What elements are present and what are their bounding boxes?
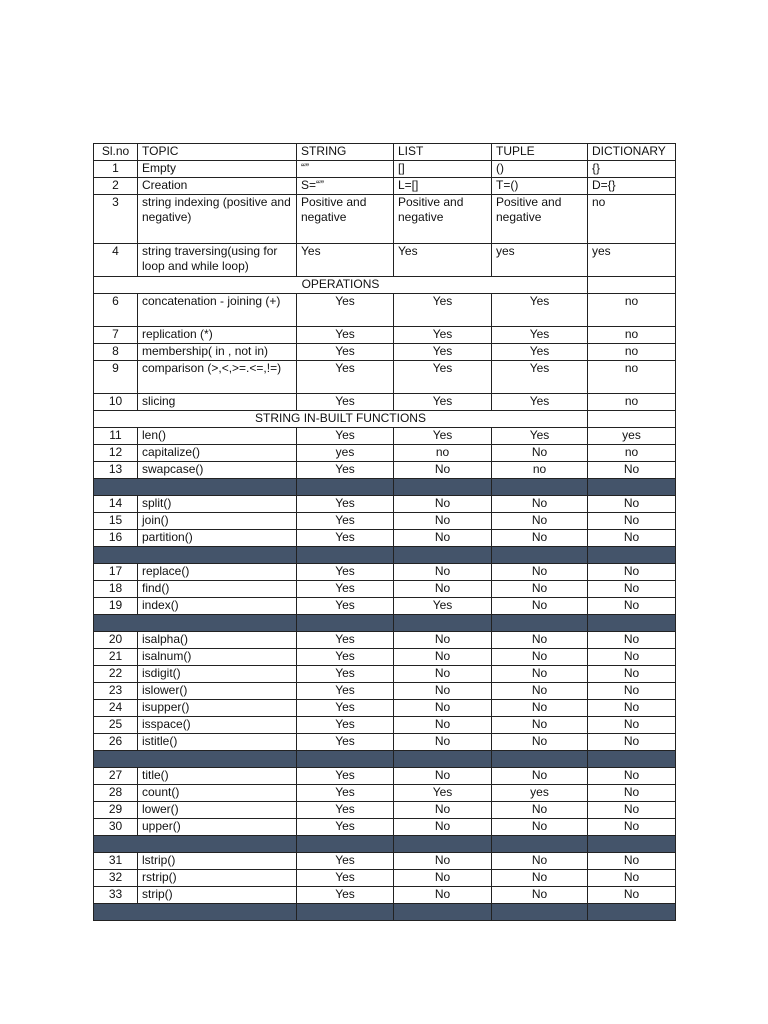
table-row <box>94 785 676 802</box>
table-row <box>94 462 676 479</box>
cell-slno: 32 <box>94 870 138 887</box>
table-row <box>94 632 676 649</box>
cell-string: Yes <box>297 530 394 547</box>
separator-cell <box>94 547 297 564</box>
table-row <box>94 178 676 195</box>
cell-dictionary: No <box>588 462 676 479</box>
cell-string: Yes <box>297 717 394 734</box>
cell-topic: title() <box>138 768 297 785</box>
cell-topic: split() <box>138 496 297 513</box>
separator-cell <box>588 615 676 632</box>
cell-topic: Empty <box>138 161 297 178</box>
separator-row <box>94 547 676 564</box>
cell-tuple: No <box>492 717 588 734</box>
table-row <box>94 649 676 666</box>
cell-string: Yes <box>297 853 394 870</box>
cell-slno: 26 <box>94 734 138 751</box>
cell-dictionary: No <box>588 513 676 530</box>
table-row <box>94 734 676 751</box>
cell-dictionary: No <box>588 700 676 717</box>
separator-row <box>94 836 676 853</box>
table-row <box>94 581 676 598</box>
cell-list: Yes <box>394 244 492 277</box>
table-row <box>94 428 676 445</box>
cell-dictionary: No <box>588 530 676 547</box>
separator-cell <box>94 751 297 768</box>
cell-list: Yes <box>394 344 492 361</box>
cell-topic: partition() <box>138 530 297 547</box>
cell-string: Yes <box>297 496 394 513</box>
cell-list: no <box>394 445 492 462</box>
cell-tuple: Yes <box>492 394 588 411</box>
cell-topic: string traversing(using for loop and while loop) <box>138 244 297 277</box>
cell-string: Yes <box>297 327 394 344</box>
separator-cell <box>492 836 588 853</box>
separator-cell <box>588 836 676 853</box>
cell-slno: 21 <box>94 649 138 666</box>
separator-cell <box>94 904 297 921</box>
cell-tuple: No <box>492 581 588 598</box>
cell-slno: 11 <box>94 428 138 445</box>
cell-slno: 31 <box>94 853 138 870</box>
header-row <box>94 144 676 161</box>
separator-cell <box>94 615 297 632</box>
table-row <box>94 344 676 361</box>
table-row <box>94 195 676 244</box>
cell-tuple: No <box>492 666 588 683</box>
cell-tuple: Yes <box>492 428 588 445</box>
separator-cell <box>394 904 492 921</box>
cell-dictionary: yes <box>588 428 676 445</box>
cell-list: No <box>394 666 492 683</box>
cell-list: No <box>394 700 492 717</box>
cell-tuple: No <box>492 513 588 530</box>
cell-tuple: Yes <box>492 344 588 361</box>
cell-slno: 17 <box>94 564 138 581</box>
cell-slno: 10 <box>94 394 138 411</box>
cell-topic: isspace() <box>138 717 297 734</box>
cell-list: No <box>394 683 492 700</box>
cell-string: Yes <box>297 632 394 649</box>
cell-tuple: No <box>492 700 588 717</box>
cell-list: No <box>394 717 492 734</box>
cell-tuple: no <box>492 462 588 479</box>
separator-cell <box>297 751 394 768</box>
cell-list: No <box>394 530 492 547</box>
cell-list: No <box>394 870 492 887</box>
cell-tuple: No <box>492 870 588 887</box>
cell-dictionary: No <box>588 581 676 598</box>
cell-tuple: No <box>492 496 588 513</box>
cell-tuple: T=() <box>492 178 588 195</box>
separator-row <box>94 615 676 632</box>
table-row <box>94 666 676 683</box>
table-row <box>94 361 676 394</box>
cell-dictionary: yes <box>588 244 676 277</box>
cell-topic: capitalize() <box>138 445 297 462</box>
cell-topic: replication (*) <box>138 327 297 344</box>
cell-dictionary: No <box>588 887 676 904</box>
separator-cell <box>394 479 492 496</box>
cell-topic: index() <box>138 598 297 615</box>
table-row <box>94 394 676 411</box>
separator-cell <box>492 479 588 496</box>
cell-dictionary: no <box>588 327 676 344</box>
cell-string: Yes <box>297 294 394 327</box>
separator-row <box>94 904 676 921</box>
cell-slno: 9 <box>94 361 138 394</box>
cell-dictionary: No <box>588 802 676 819</box>
separator-cell <box>297 904 394 921</box>
cell-tuple: Yes <box>492 327 588 344</box>
separator-cell <box>297 547 394 564</box>
cell-tuple: No <box>492 445 588 462</box>
cell-topic: rstrip() <box>138 870 297 887</box>
cell-string: Yes <box>297 649 394 666</box>
cell-dictionary: no <box>588 344 676 361</box>
cell-topic: Creation <box>138 178 297 195</box>
cell-topic: membership( in , not in) <box>138 344 297 361</box>
cell-tuple: No <box>492 853 588 870</box>
cell-slno: 6 <box>94 294 138 327</box>
separator-cell <box>588 479 676 496</box>
cell-tuple: No <box>492 564 588 581</box>
cell-tuple: yes <box>492 244 588 277</box>
cell-topic: isalpha() <box>138 632 297 649</box>
cell-tuple: Positive and negative <box>492 195 588 244</box>
cell-string: Yes <box>297 734 394 751</box>
functions-title: STRING IN-BUILT FUNCTIONS <box>94 411 588 428</box>
cell-dictionary: No <box>588 598 676 615</box>
cell-slno: 24 <box>94 700 138 717</box>
cell-dictionary: no <box>588 294 676 327</box>
cell-string: Yes <box>297 802 394 819</box>
cell-slno: 13 <box>94 462 138 479</box>
table-row <box>94 683 676 700</box>
cell-topic: isalnum() <box>138 649 297 666</box>
table-row <box>94 530 676 547</box>
separator-cell <box>588 751 676 768</box>
header-list: LIST <box>394 144 492 161</box>
table-row <box>94 700 676 717</box>
table-row <box>94 598 676 615</box>
cell-slno: 3 <box>94 195 138 244</box>
cell-topic: lower() <box>138 802 297 819</box>
functions-title-row <box>94 411 676 428</box>
cell-dictionary: No <box>588 870 676 887</box>
table-body <box>94 144 676 921</box>
cell-list: No <box>394 632 492 649</box>
cell-list: No <box>394 564 492 581</box>
cell-tuple: No <box>492 887 588 904</box>
separator-row <box>94 751 676 768</box>
cell-list: No <box>394 581 492 598</box>
cell-slno: 2 <box>94 178 138 195</box>
cell-string: Yes <box>297 344 394 361</box>
cell-tuple: No <box>492 768 588 785</box>
table-row <box>94 853 676 870</box>
cell-tuple: No <box>492 649 588 666</box>
cell-slno: 7 <box>94 327 138 344</box>
cell-list: No <box>394 853 492 870</box>
operations-title-row <box>94 277 676 294</box>
cell-topic: replace() <box>138 564 297 581</box>
cell-topic: slicing <box>138 394 297 411</box>
cell-topic: swapcase() <box>138 462 297 479</box>
cell-list: Yes <box>394 361 492 394</box>
cell-string: Yes <box>297 768 394 785</box>
separator-cell <box>297 836 394 853</box>
cell-dictionary: No <box>588 785 676 802</box>
table-row <box>94 294 676 327</box>
cell-slno: 23 <box>94 683 138 700</box>
table-row <box>94 564 676 581</box>
separator-cell <box>492 547 588 564</box>
cell-topic: isupper() <box>138 700 297 717</box>
cell-slno: 28 <box>94 785 138 802</box>
cell-tuple: Yes <box>492 294 588 327</box>
cell-slno: 19 <box>94 598 138 615</box>
cell-topic: string indexing (positive and negative) <box>138 195 297 244</box>
cell-topic: find() <box>138 581 297 598</box>
cell-topic: istitle() <box>138 734 297 751</box>
separator-cell <box>394 751 492 768</box>
cell-tuple: () <box>492 161 588 178</box>
cell-slno: 27 <box>94 768 138 785</box>
header-tuple: TUPLE <box>492 144 588 161</box>
separator-cell <box>394 836 492 853</box>
cell-list: L=[] <box>394 178 492 195</box>
document-page <box>93 143 675 921</box>
cell-slno: 14 <box>94 496 138 513</box>
separator-cell <box>588 547 676 564</box>
cell-topic: strip() <box>138 887 297 904</box>
cell-string: Yes <box>297 819 394 836</box>
cell-list: No <box>394 887 492 904</box>
cell-string: Yes <box>297 700 394 717</box>
separator-cell <box>492 904 588 921</box>
cell-string: Yes <box>297 428 394 445</box>
operations-title: OPERATIONS <box>94 277 588 294</box>
cell-tuple: No <box>492 598 588 615</box>
cell-list: No <box>394 462 492 479</box>
cell-slno: 33 <box>94 887 138 904</box>
cell-slno: 16 <box>94 530 138 547</box>
cell-string: Yes <box>297 785 394 802</box>
table-row <box>94 802 676 819</box>
cell-dictionary: no <box>588 195 676 244</box>
separator-cell <box>297 615 394 632</box>
separator-cell <box>297 479 394 496</box>
cell-string: Yes <box>297 581 394 598</box>
header-string: STRING <box>297 144 394 161</box>
cell-topic: count() <box>138 785 297 802</box>
cell-list: Yes <box>394 785 492 802</box>
table-row <box>94 327 676 344</box>
cell-list: No <box>394 768 492 785</box>
cell-string: yes <box>297 445 394 462</box>
table-row <box>94 161 676 178</box>
cell-slno: 12 <box>94 445 138 462</box>
cell-slno: 4 <box>94 244 138 277</box>
cell-dictionary: No <box>588 564 676 581</box>
cell-list: No <box>394 734 492 751</box>
cell-list: Positive and negative <box>394 195 492 244</box>
cell-topic: isdigit() <box>138 666 297 683</box>
cell-slno: 15 <box>94 513 138 530</box>
cell-list: Yes <box>394 598 492 615</box>
cell-string: Yes <box>297 564 394 581</box>
cell-dictionary: no <box>588 445 676 462</box>
cell-slno: 18 <box>94 581 138 598</box>
cell-string: Yes <box>297 244 394 277</box>
separator-cell <box>588 904 676 921</box>
cell-string: Yes <box>297 887 394 904</box>
cell-slno: 8 <box>94 344 138 361</box>
cell-tuple: No <box>492 819 588 836</box>
table-row <box>94 496 676 513</box>
cell-string: Yes <box>297 870 394 887</box>
cell-topic: islower() <box>138 683 297 700</box>
cell-list: [] <box>394 161 492 178</box>
cell-list: No <box>394 649 492 666</box>
table-row <box>94 887 676 904</box>
section-title-blank <box>588 411 676 428</box>
table-row <box>94 513 676 530</box>
cell-tuple: No <box>492 632 588 649</box>
cell-dictionary: No <box>588 496 676 513</box>
separator-cell <box>492 751 588 768</box>
cell-dictionary: D={} <box>588 178 676 195</box>
cell-dictionary: no <box>588 361 676 394</box>
cell-list: No <box>394 496 492 513</box>
section-title-blank <box>588 277 676 294</box>
cell-topic: lstrip() <box>138 853 297 870</box>
table-row <box>94 870 676 887</box>
cell-string: “” <box>297 161 394 178</box>
cell-dictionary: no <box>588 394 676 411</box>
cell-topic: upper() <box>138 819 297 836</box>
comparison-table <box>93 143 676 921</box>
header-dictionary: DICTIONARY <box>588 144 676 161</box>
cell-topic: join() <box>138 513 297 530</box>
cell-string: Yes <box>297 462 394 479</box>
table-row <box>94 445 676 462</box>
cell-slno: 25 <box>94 717 138 734</box>
cell-dictionary: No <box>588 717 676 734</box>
cell-list: Yes <box>394 327 492 344</box>
cell-string: S=“” <box>297 178 394 195</box>
cell-string: Yes <box>297 361 394 394</box>
table-row <box>94 819 676 836</box>
header-topic: TOPIC <box>138 144 297 161</box>
cell-topic: len() <box>138 428 297 445</box>
table-row <box>94 768 676 785</box>
cell-list: No <box>394 819 492 836</box>
separator-cell <box>394 547 492 564</box>
cell-list: Yes <box>394 294 492 327</box>
cell-slno: 29 <box>94 802 138 819</box>
header-slno: Sl.no <box>94 144 138 161</box>
cell-string: Yes <box>297 394 394 411</box>
table-row <box>94 717 676 734</box>
separator-cell <box>94 479 297 496</box>
cell-tuple: No <box>492 802 588 819</box>
cell-slno: 30 <box>94 819 138 836</box>
cell-list: Yes <box>394 428 492 445</box>
cell-tuple: No <box>492 530 588 547</box>
separator-cell <box>94 836 297 853</box>
cell-list: No <box>394 513 492 530</box>
cell-tuple: yes <box>492 785 588 802</box>
cell-slno: 22 <box>94 666 138 683</box>
separator-row <box>94 479 676 496</box>
cell-dictionary: {} <box>588 161 676 178</box>
cell-dictionary: No <box>588 632 676 649</box>
separator-cell <box>492 615 588 632</box>
cell-dictionary: No <box>588 768 676 785</box>
cell-slno: 20 <box>94 632 138 649</box>
cell-dictionary: No <box>588 649 676 666</box>
table-row <box>94 244 676 277</box>
separator-cell <box>394 615 492 632</box>
cell-string: Yes <box>297 666 394 683</box>
cell-string: Yes <box>297 598 394 615</box>
cell-dictionary: No <box>588 819 676 836</box>
cell-dictionary: No <box>588 666 676 683</box>
cell-string: Yes <box>297 683 394 700</box>
cell-tuple: Yes <box>492 361 588 394</box>
cell-tuple: No <box>492 683 588 700</box>
cell-dictionary: No <box>588 734 676 751</box>
cell-list: No <box>394 802 492 819</box>
cell-list: Yes <box>394 394 492 411</box>
cell-slno: 1 <box>94 161 138 178</box>
cell-dictionary: No <box>588 683 676 700</box>
cell-string: Yes <box>297 513 394 530</box>
cell-topic: comparison (>,<,>=.<=,!=) <box>138 361 297 394</box>
cell-topic: concatenation - joining (+) <box>138 294 297 327</box>
cell-tuple: No <box>492 734 588 751</box>
cell-string: Positive and negative <box>297 195 394 244</box>
cell-dictionary: No <box>588 853 676 870</box>
